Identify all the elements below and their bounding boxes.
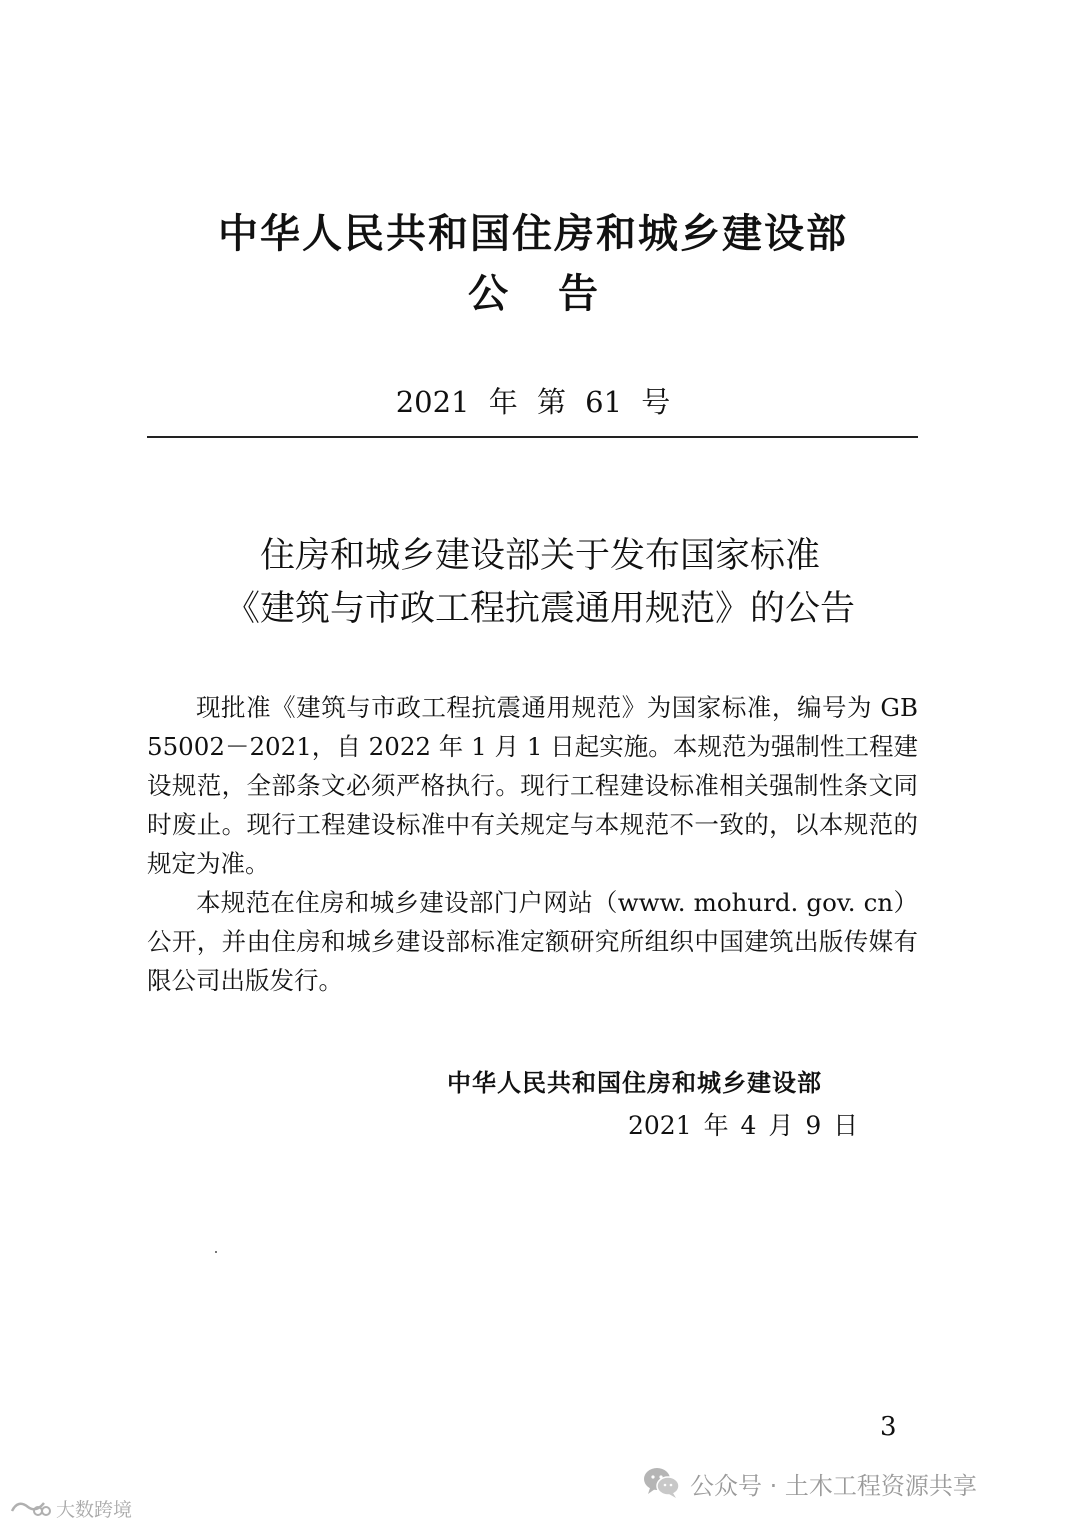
page-number: 3: [880, 1412, 897, 1442]
scan-speck: [215, 1251, 217, 1253]
notice-heading: 公告: [468, 271, 648, 317]
watermark-left-text: 大数跨境: [56, 1498, 133, 1521]
watermark-right-text: 公众号 · 土木工程资源共享: [690, 1471, 977, 1500]
title-line-1: 住房和城乡建设部关于发布国家标准: [259, 536, 820, 576]
issue-number: 2021 年 第 61 号: [395, 385, 671, 419]
signature-organization: 中华人民共和国住房和城乡建设部: [447, 1069, 822, 1097]
document-title: [0, 530, 1080, 636]
wechat-icon: [642, 1466, 682, 1500]
watermark-wechat: [642, 1463, 977, 1503]
body-paragraph-2: 本规范在住房和城乡建设部门户网站（www. mohurd. gov. cn）公开，并由住房和城乡建设部标准定额研究所组织中国建筑出版传媒有限公司出版发行。: [147, 888, 918, 995]
body-text: [147, 688, 918, 1000]
ministry-heading: 中华人民共和国住房和城乡建设部: [218, 211, 848, 257]
brand-logo-icon: [8, 1495, 52, 1521]
header-divider: [147, 436, 918, 438]
title-line-2: 《建筑与市政工程抗震通用规范》的公告: [224, 589, 855, 629]
watermark-brand: [8, 1494, 132, 1522]
signature-date: 2021 年 4 月 9 日: [628, 1111, 859, 1140]
body-paragraph-1: 现批准《建筑与市政工程抗震通用规范》为国家标准，编号为 GB 55002－2021，自 2022 年 1 月 1 日起实施。本规范为强制性工程建设规范，全部条文必须严格执行。现行工程建设标准相关强制性条文同时废止。现行工程建设标准中有关规定与本规范不一致的，以本规范的规定为准。: [147, 693, 918, 878]
